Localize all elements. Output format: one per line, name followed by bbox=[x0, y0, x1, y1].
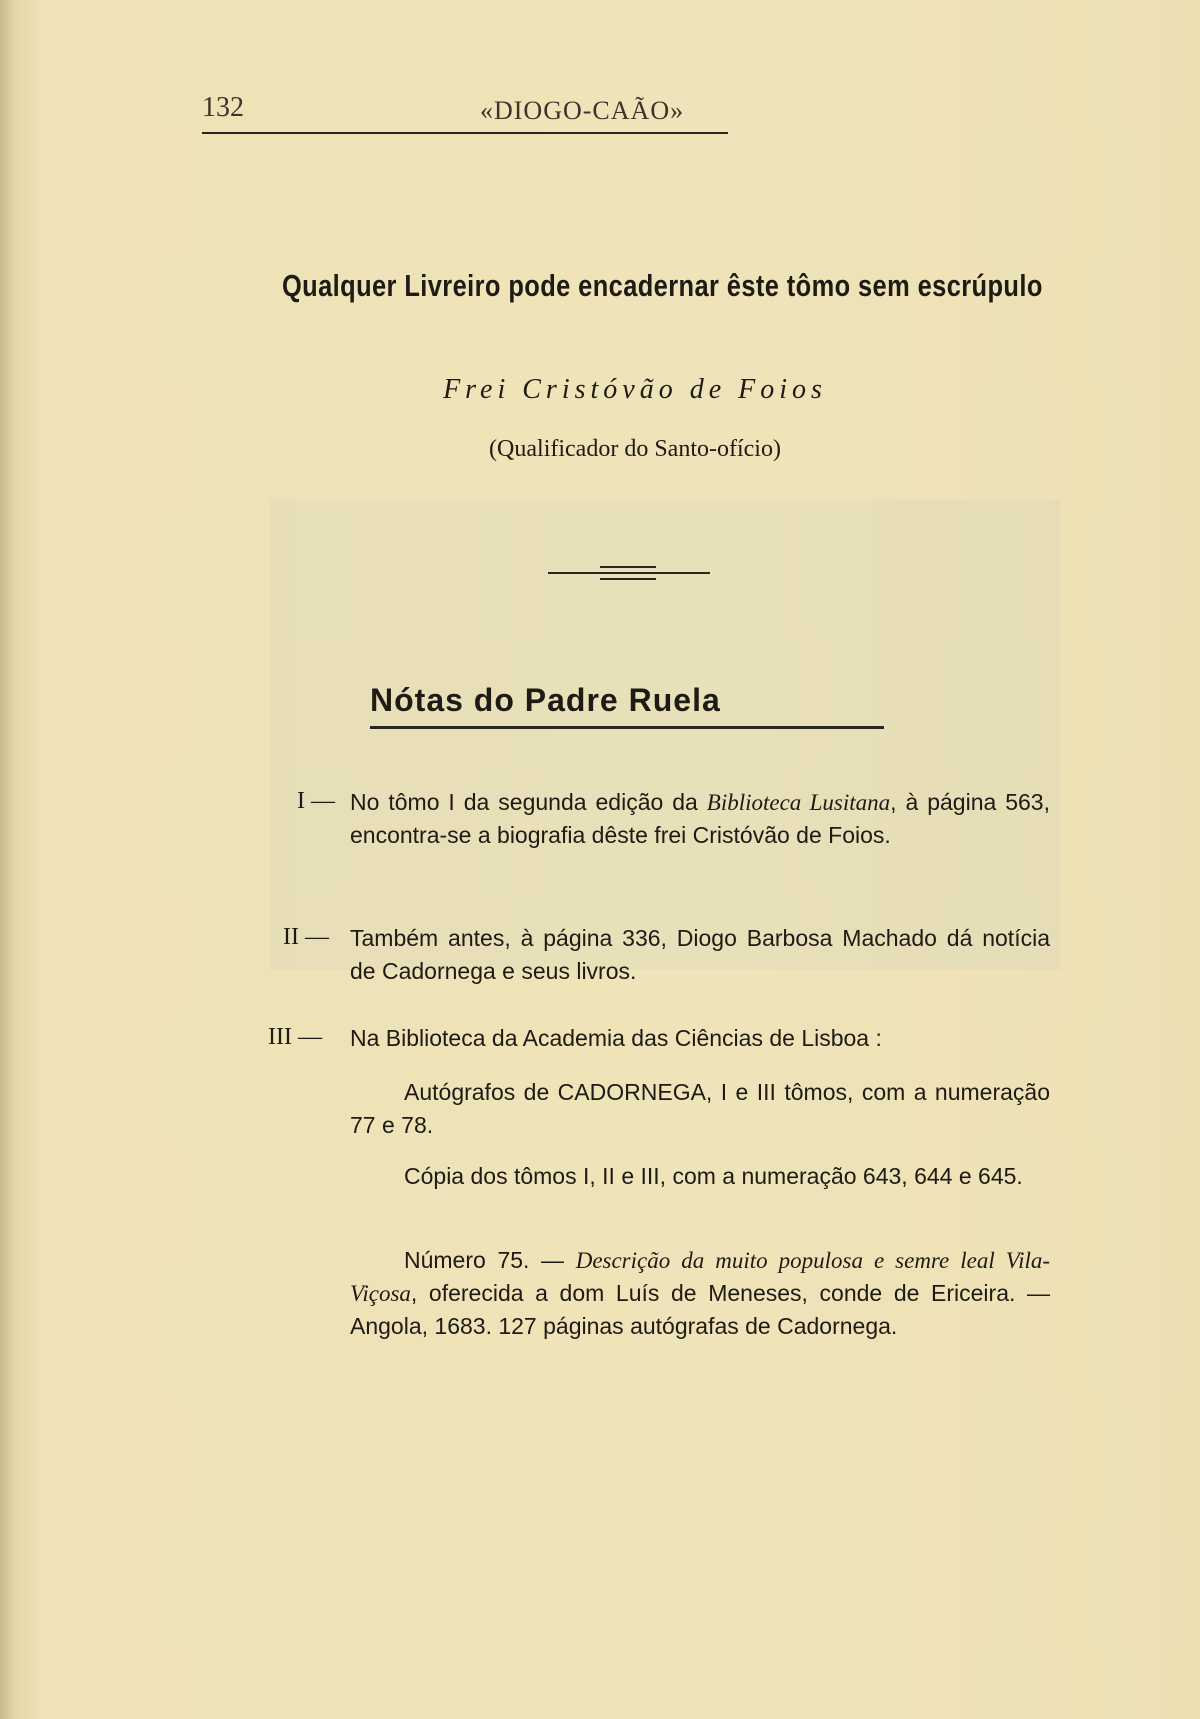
section-title: Nótas do Padre Ruela bbox=[370, 682, 721, 718]
sub-item-text: Número 75. — Descrição da muito populosa e semre leal Vila-Viçosa, oferecida a dom Luís de Meneses, conde de Ericeira. — Angola, 1683. 127 páginas autógrafas de Cadornega. bbox=[350, 1247, 1051, 1339]
sub-item-text: Autógrafos de CADORNEGA, I e III tômos, com a numeração 77 e 78. bbox=[350, 1079, 1050, 1138]
note-numeral: II — bbox=[283, 924, 329, 950]
author-role: (Qualificador do Santo-ofício) bbox=[489, 436, 781, 462]
running-title: «DIOGO-CAÃO» bbox=[480, 96, 685, 125]
binding-notice: Qualquer Livreiro pode encadernar êste tômo sem escrúpulo bbox=[282, 268, 1043, 303]
sub-item-text: Cópia dos tômos I, II e III, com a numeração 643, 644 e 645. bbox=[404, 1163, 1023, 1189]
section-underline bbox=[370, 726, 884, 729]
note-text: Na Biblioteca da Academia das Ciências de Lisboa : bbox=[350, 1025, 882, 1051]
note-text: No tômo I da segunda edição da Biblioteca Lusitana, à página 563, encontra-se a biografia dêste frei Cristóvão de Foios. bbox=[350, 789, 1050, 848]
author-name: Frei Cristóvão de Foios bbox=[443, 374, 827, 405]
note-text: Também antes, à página 336, Diogo Barbosa Machado dá notícia de Cadornega e seus livros. bbox=[350, 925, 1050, 984]
note-numeral: I — bbox=[297, 788, 335, 814]
header-rule bbox=[202, 132, 728, 134]
ornament-rule bbox=[600, 566, 656, 568]
ornament-rule bbox=[600, 578, 656, 580]
page-number: 132 bbox=[202, 92, 244, 123]
bleed-through-image bbox=[270, 500, 1060, 970]
ornament-rule bbox=[548, 572, 710, 574]
note-numeral: III — bbox=[268, 1024, 322, 1050]
